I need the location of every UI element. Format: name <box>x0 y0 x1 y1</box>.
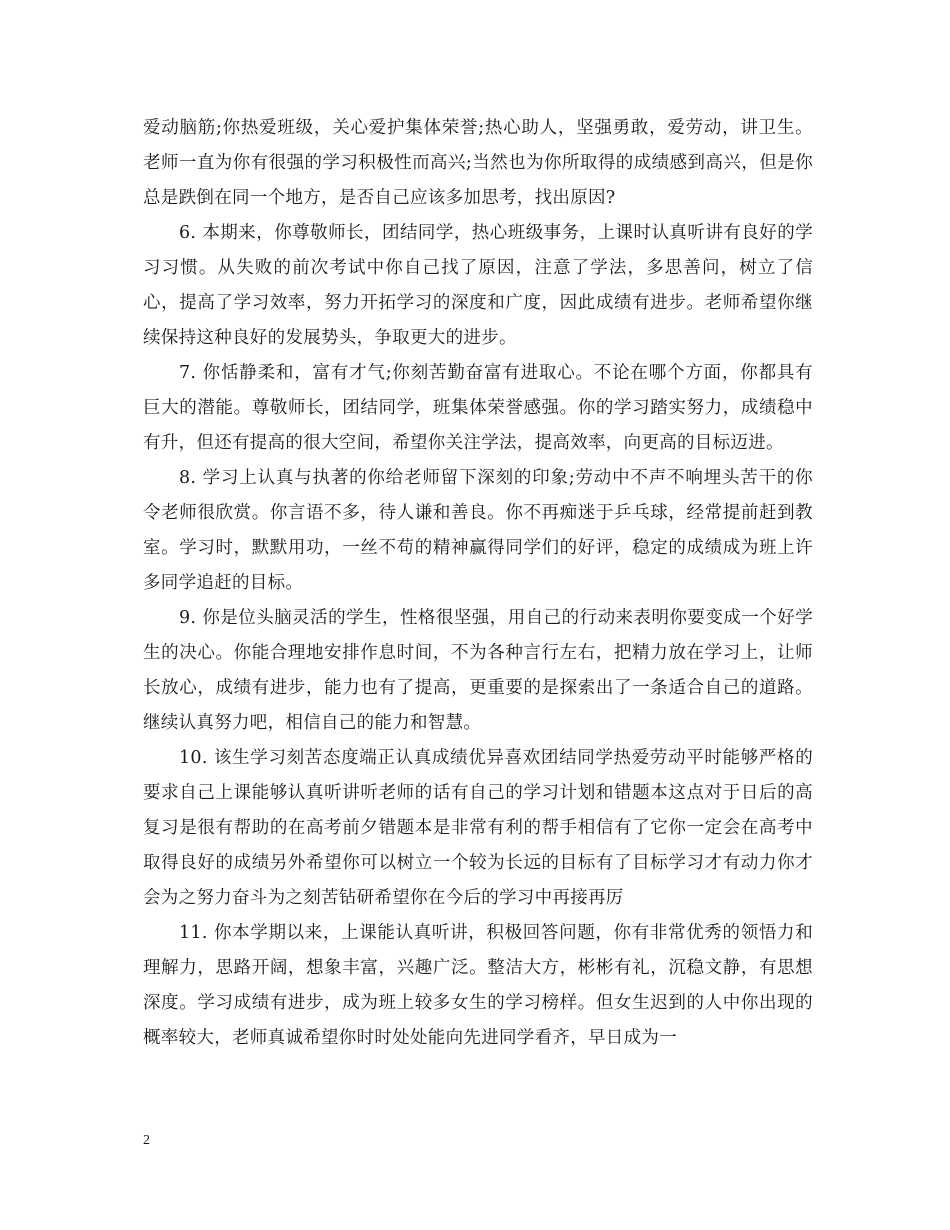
paragraph-item-10: 10. 该生学习刻苦态度端正认真成绩优异喜欢团结同学热爱劳动平时能够严格的要求自己上课能够认真听讲听老师的话有自己的学习计划和错题本这点对于日后的高复习是很有帮助的在高考前夕错题本是非常有利的帮手相信有了它你一定会在高考中取得良好的成绩另外希望你可以树立一个较为长远的目标有了目标学习才有动力你才会为之努力奋斗为之刻苦钻研希望你在今后的学习中再接再厉 <box>143 748 813 908</box>
paragraph-continued: 爱动脑筋;你热爱班级，关心爱护集体荣誉;热心助人，坚强勇敢，爱劳动，讲卫生。老师一直为你有很强的学习积极性而高兴;当然也为你所取得的成绩感到高兴，但是你总是跌倒在同一个地方，是否自己应该多加思考，找出原因? <box>143 118 813 208</box>
paragraph-item-8: 8. 学习上认真与执著的你给老师留下深刻的印象;劳动中不声不响埋头苦干的你令老师很欣赏。你言语不多，待人谦和善良。你不再痴迷于乒乓球，经常提前赶到教室。学习时，默默用功，一丝不苟的精神赢得同学们的好评，稳定的成绩成为班上许多同学追赶的目标。 <box>143 468 813 593</box>
paragraph-item-9: 9. 你是位头脑灵活的学生，性格很坚强，用自己的行动来表明你要变成一个好学生的决心。你能合理地安排作息时间，不为各种言行左右，把精力放在学习上，让师长放心，成绩有进步，能力也有了提高，更重要的是探索出了一条适合自己的道路。继续认真努力吧，相信自己的能力和智慧。 <box>143 608 813 733</box>
paragraph-item-11: 11. 你本学期以来，上课能认真听讲，积极回答问题，你有非常优秀的领悟力和理解力，思路开阔，想象丰富，兴趣广泛。整洁大方，彬彬有礼，沉稳文静，有思想深度。学习成绩有进步，成为班上较多女生的学习榜样。但女生迟到的人中你出现的概率较大，老师真诚希望你时时处处能向先进同学看齐，早日成为一 <box>143 923 813 1048</box>
paragraph-item-6: 6. 本期来，你尊敬师长，团结同学，热心班级事务，上课时认真听讲有良好的学习习惯。从失败的前次考试中你自己找了原因，注意了学法，多思善问，树立了信心，提高了学习效率，努力开拓学习的深度和广度，因此成绩有进步。老师希望你继续保持这种良好的发展势头，争取更大的进步。 <box>143 223 813 348</box>
paragraph-item-7: 7. 你恬静柔和，富有才气;你刻苦勤奋富有进取心。不论在哪个方面，你都具有巨大的潜能。尊敬师长，团结同学，班集体荣誉感强。你的学习踏实努力，成绩稳中有升，但还有提高的很大空间，希望你关注学法，提高效率，向更高的目标迈进。 <box>143 363 813 453</box>
page-body <box>143 111 813 1056</box>
page-number: 2 <box>143 1133 150 1148</box>
